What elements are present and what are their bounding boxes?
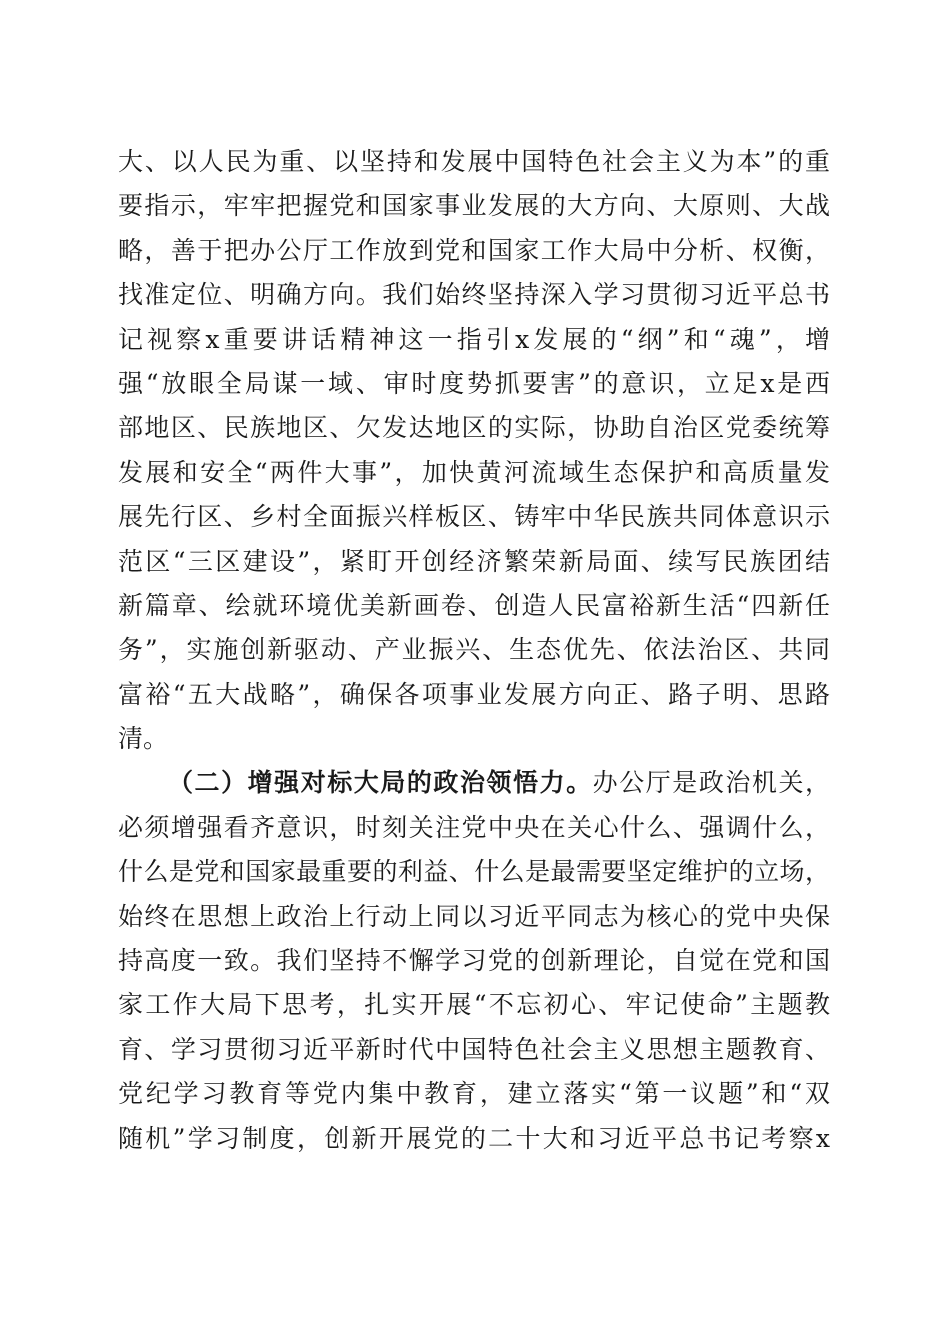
text-line: 务”，实施创新驱动、产业振兴、生态优先、依法治区、共同 <box>118 635 830 665</box>
document-body <box>118 140 830 1161</box>
text-line: 找准定位、明确方向。我们始终坚持深入学习贯彻习近平总书 <box>118 280 830 310</box>
text-span: 办公厅是政治机关， <box>592 768 830 798</box>
text-line: 持高度一致。我们坚持不懈学习党的创新理论，自觉在党和国 <box>118 946 830 976</box>
text-line: 展先行区、乡村全面振兴样板区、铸牢中华民族共同体意识示 <box>118 502 830 532</box>
text-line: 部地区、民族地区、欠发达地区的实际，协助自治区党委统筹 <box>118 413 830 443</box>
text-line: 范区“三区建设”，紧盯开创经济繁荣新局面、续写民族团结 <box>118 546 830 576</box>
section-heading-line <box>118 761 830 805</box>
text-line: 家工作大局下思考，扎实开展“不忘初心、牢记使命”主题教 <box>118 990 830 1020</box>
text-line: 记视察x重要讲话精神这一指引x发展的“纲”和“魂”，增 <box>118 324 830 354</box>
text-line: 随机”学习制度，创新开展党的二十大和习近平总书记考察x <box>118 1123 830 1153</box>
text-line: 大、以人民为重、以坚持和发展中国特色社会主义为本”的重 <box>118 147 830 176</box>
text-line: 始终在思想上政治上行动上同以习近平同志为核心的党中央保 <box>118 901 830 931</box>
text-line: 什么是党和国家最重要的利益、什么是最需要坚定维护的立场， <box>118 857 830 887</box>
text-line: 发展和安全“两件大事”，加快黄河流域生态保护和高质量发 <box>118 457 830 487</box>
text-line: 富裕“五大战略”，确保各项事业发展方向正、路子明、思路 <box>118 679 830 709</box>
text-line: 要指示，牢牢把握党和国家事业发展的大方向、大原则、大战 <box>118 191 830 221</box>
text-line: 强“放眼全局谋一域、审时度势抓要害”的意识，立足x是西 <box>118 368 830 398</box>
text-line: 必须增强看齐意识，时刻关注党中央在关心什么、强调什么， <box>118 812 830 842</box>
text-line: 育、学习贯彻习近平新时代中国特色社会主义思想主题教育、 <box>118 1034 830 1064</box>
text-line: 新篇章、绘就环境优美新画卷、创造人民富裕新生活“四新任 <box>118 590 830 620</box>
text-line: 清。 <box>118 724 169 754</box>
section-heading: （二）增强对标大局的政治领悟力。 <box>168 768 593 798</box>
text-line: 略，善于把办公厅工作放到党和国家工作大局中分析、权衡， <box>118 235 830 265</box>
text-line: 党纪学习教育等党内集中教育，建立落实“第一议题”和“双 <box>118 1079 830 1109</box>
